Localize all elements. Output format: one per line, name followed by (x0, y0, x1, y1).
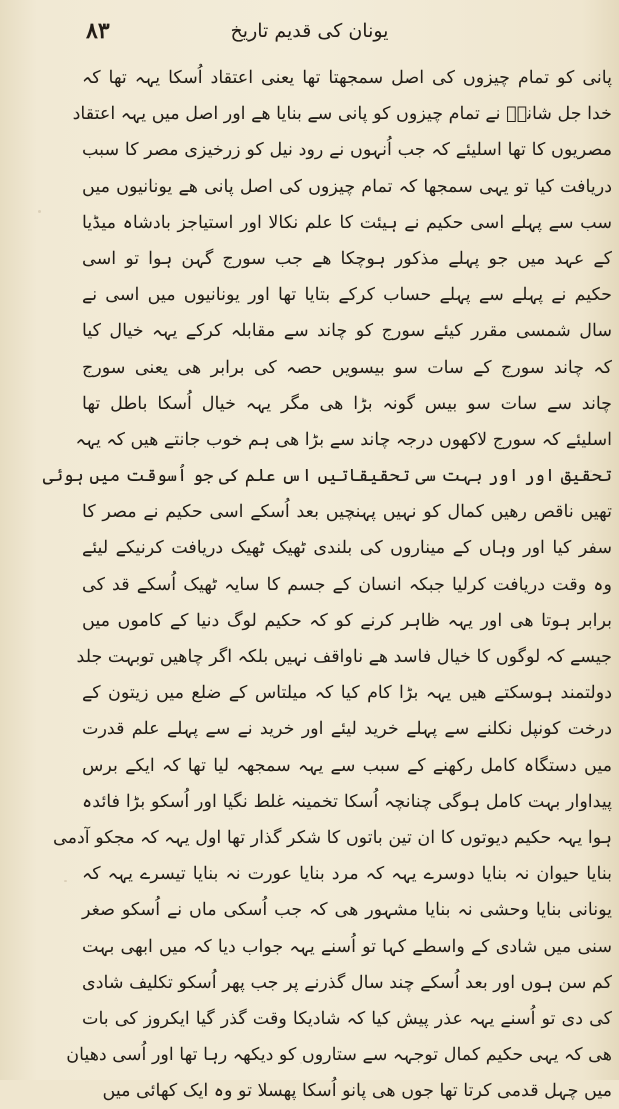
text-line: پانی کو تمام چیزوں کی اصل سمجھتا تھا یعنی اعتقاد اُسکا یہہ تھا کہ (82, 68, 612, 88)
text-line: جیسے کہ لوگوں کا خیال فاسد ھے ناواقف نہیں بلکہ اگر چاھیں توبہت جلد (76, 647, 612, 667)
text-line: کی دی تو اُسنے یہہ عذر پیش کیا کہ شادیکا وقت گذر گیا ایکروز کی بات (82, 1008, 612, 1029)
text-line: وہ وقت دریافت کرلیا جبکہ انسان کے جسم کا سایہ ٹھیک اُسکے قد کی (82, 574, 612, 595)
text-line: تحقیق اور اور بہت سی تحقیقاتیں اس علم کی جو اُسوقت میں ہوئی (42, 466, 612, 487)
text-line: اسلیئے کہ سورج لاکھوں درجہ چاند سے بڑا ھی ہم خوب جانتے ھیں کہ یہہ (75, 429, 612, 450)
text-line: کے عہد میں جو پہلے مذکور ہوچکا ھے جب سورج گہن ہوا تو اسی (82, 248, 612, 269)
text-line: سنی میں شادی کے واسطے کہا تو اُسنے یہہ جواب دیا کہ میں ابھی بہت (82, 936, 612, 957)
page-header (0, 14, 619, 54)
text-line: ہوا یہہ حکیم دیوتوں کا ان تین باتوں کا شکر گذار تھا اول یہہ کہ مجکو آدمی (53, 827, 612, 848)
text-line: میں دستگاہ کامل رکھنے کے سبب سے یہہ سمجھہ لیا تھا کہ ایکے برس (82, 755, 612, 776)
text-line: سال شمسی مقرر کیئے سورج کو چاند سے مقابلہ کرکے یہہ خیال کیا (82, 321, 612, 342)
text-line: بنایا حیوان نہ بنایا دوسرے یہہ کہ مرد بنایا عورت نہ بنایا تیسرے یہہ کہ (82, 864, 612, 885)
text-line: میں چہل قدمی کرتا تھا جوں ھی پانو اُسکا پھسلا تو وہ ایک کھائی میں (102, 1081, 612, 1102)
text-line: یونانی بنایا وحشی نہ بنایا مشہور ھی کہ جب اُسکی ماں نے اُسکو صغر (82, 900, 612, 921)
text-line: کہ چاند سورج کے سات سو بیسویں حصہ کی برابر ھی یعنی سورج (82, 357, 612, 378)
body-text (42, 60, 612, 1102)
text-line: برابر ہوتا ھی اور یہہ ظاہر کرنے کو کہ حکیم لوگ دنیا کے کاموں میں (82, 610, 612, 631)
text-line: سب سے پہلے اسی حکیم نے ہیئت کا علم نکالا اور استیاجز بادشاہ میڈیا (82, 212, 612, 233)
running-title: یونان کی قدیم تاریخ (230, 20, 389, 42)
text-line: سفر کیا اور وہاں کے میناروں کی بلندی ٹھیک ٹھیک دریافت کرنیکے لیئے (82, 538, 612, 559)
text-line: تھیں ناقص رھیں کمال کو نہیں پہنچیں بعد اُسکے اسی حکیم نے مصر کا (82, 502, 612, 523)
text-line: درخت کونپل نکلنے سے پہلے خرید لیئے اور خرید نے سے پہلے علم قدرت (82, 719, 612, 740)
text-line: دولتمند ہوسکتے ھیں یہہ بڑا کام کیا کہ میلتاس کے ضلع میں زیتون کے (82, 683, 612, 704)
paper-speck (64, 880, 67, 882)
text-line: خدا جل شانہٗ نے تمام چیزوں کو پانی سے بنایا ھے اور اصل میں یہہ اعتقاد (72, 104, 612, 125)
text-line: دریافت کیا تو یہی سمجھا کہ تمام چیزوں کی اصل پانی ھے یونانیوں میں (82, 176, 612, 197)
text-line: حکیم نے پہلے سے پہلے حساب کرکے بتایا تھا اور یونانیوں میں اسی نے (82, 285, 612, 306)
page-number: ۸۳ (86, 18, 110, 44)
text-line: کم سن ہوں اور بعد اُسکے چند سال گذرنے پر جب پھر اُسکو تکلیف شادی (82, 972, 612, 993)
text-line: پیداوار بہت کامل ہوگی چنانچہ اُسکا تخمینہ غلط نگیا اور اُسکو بڑا فائدہ (82, 791, 612, 812)
text-line: چاند سے سات سو بیس گونہ بڑا ھی مگر یہہ خیال اُسکا باطل تھا (82, 393, 612, 414)
text-line: ھی کہ یہی حکیم کمال توجہہ سے ستاروں کو دیکھہ رہا تھا اور اُسی دھیان (66, 1045, 612, 1066)
paper-speck (38, 210, 41, 213)
text-line: مصریوں کا تھا اسلیئے کہ جب اُنہوں نے رود نیل کو زرخیزی مصر کا سبب (82, 140, 612, 161)
